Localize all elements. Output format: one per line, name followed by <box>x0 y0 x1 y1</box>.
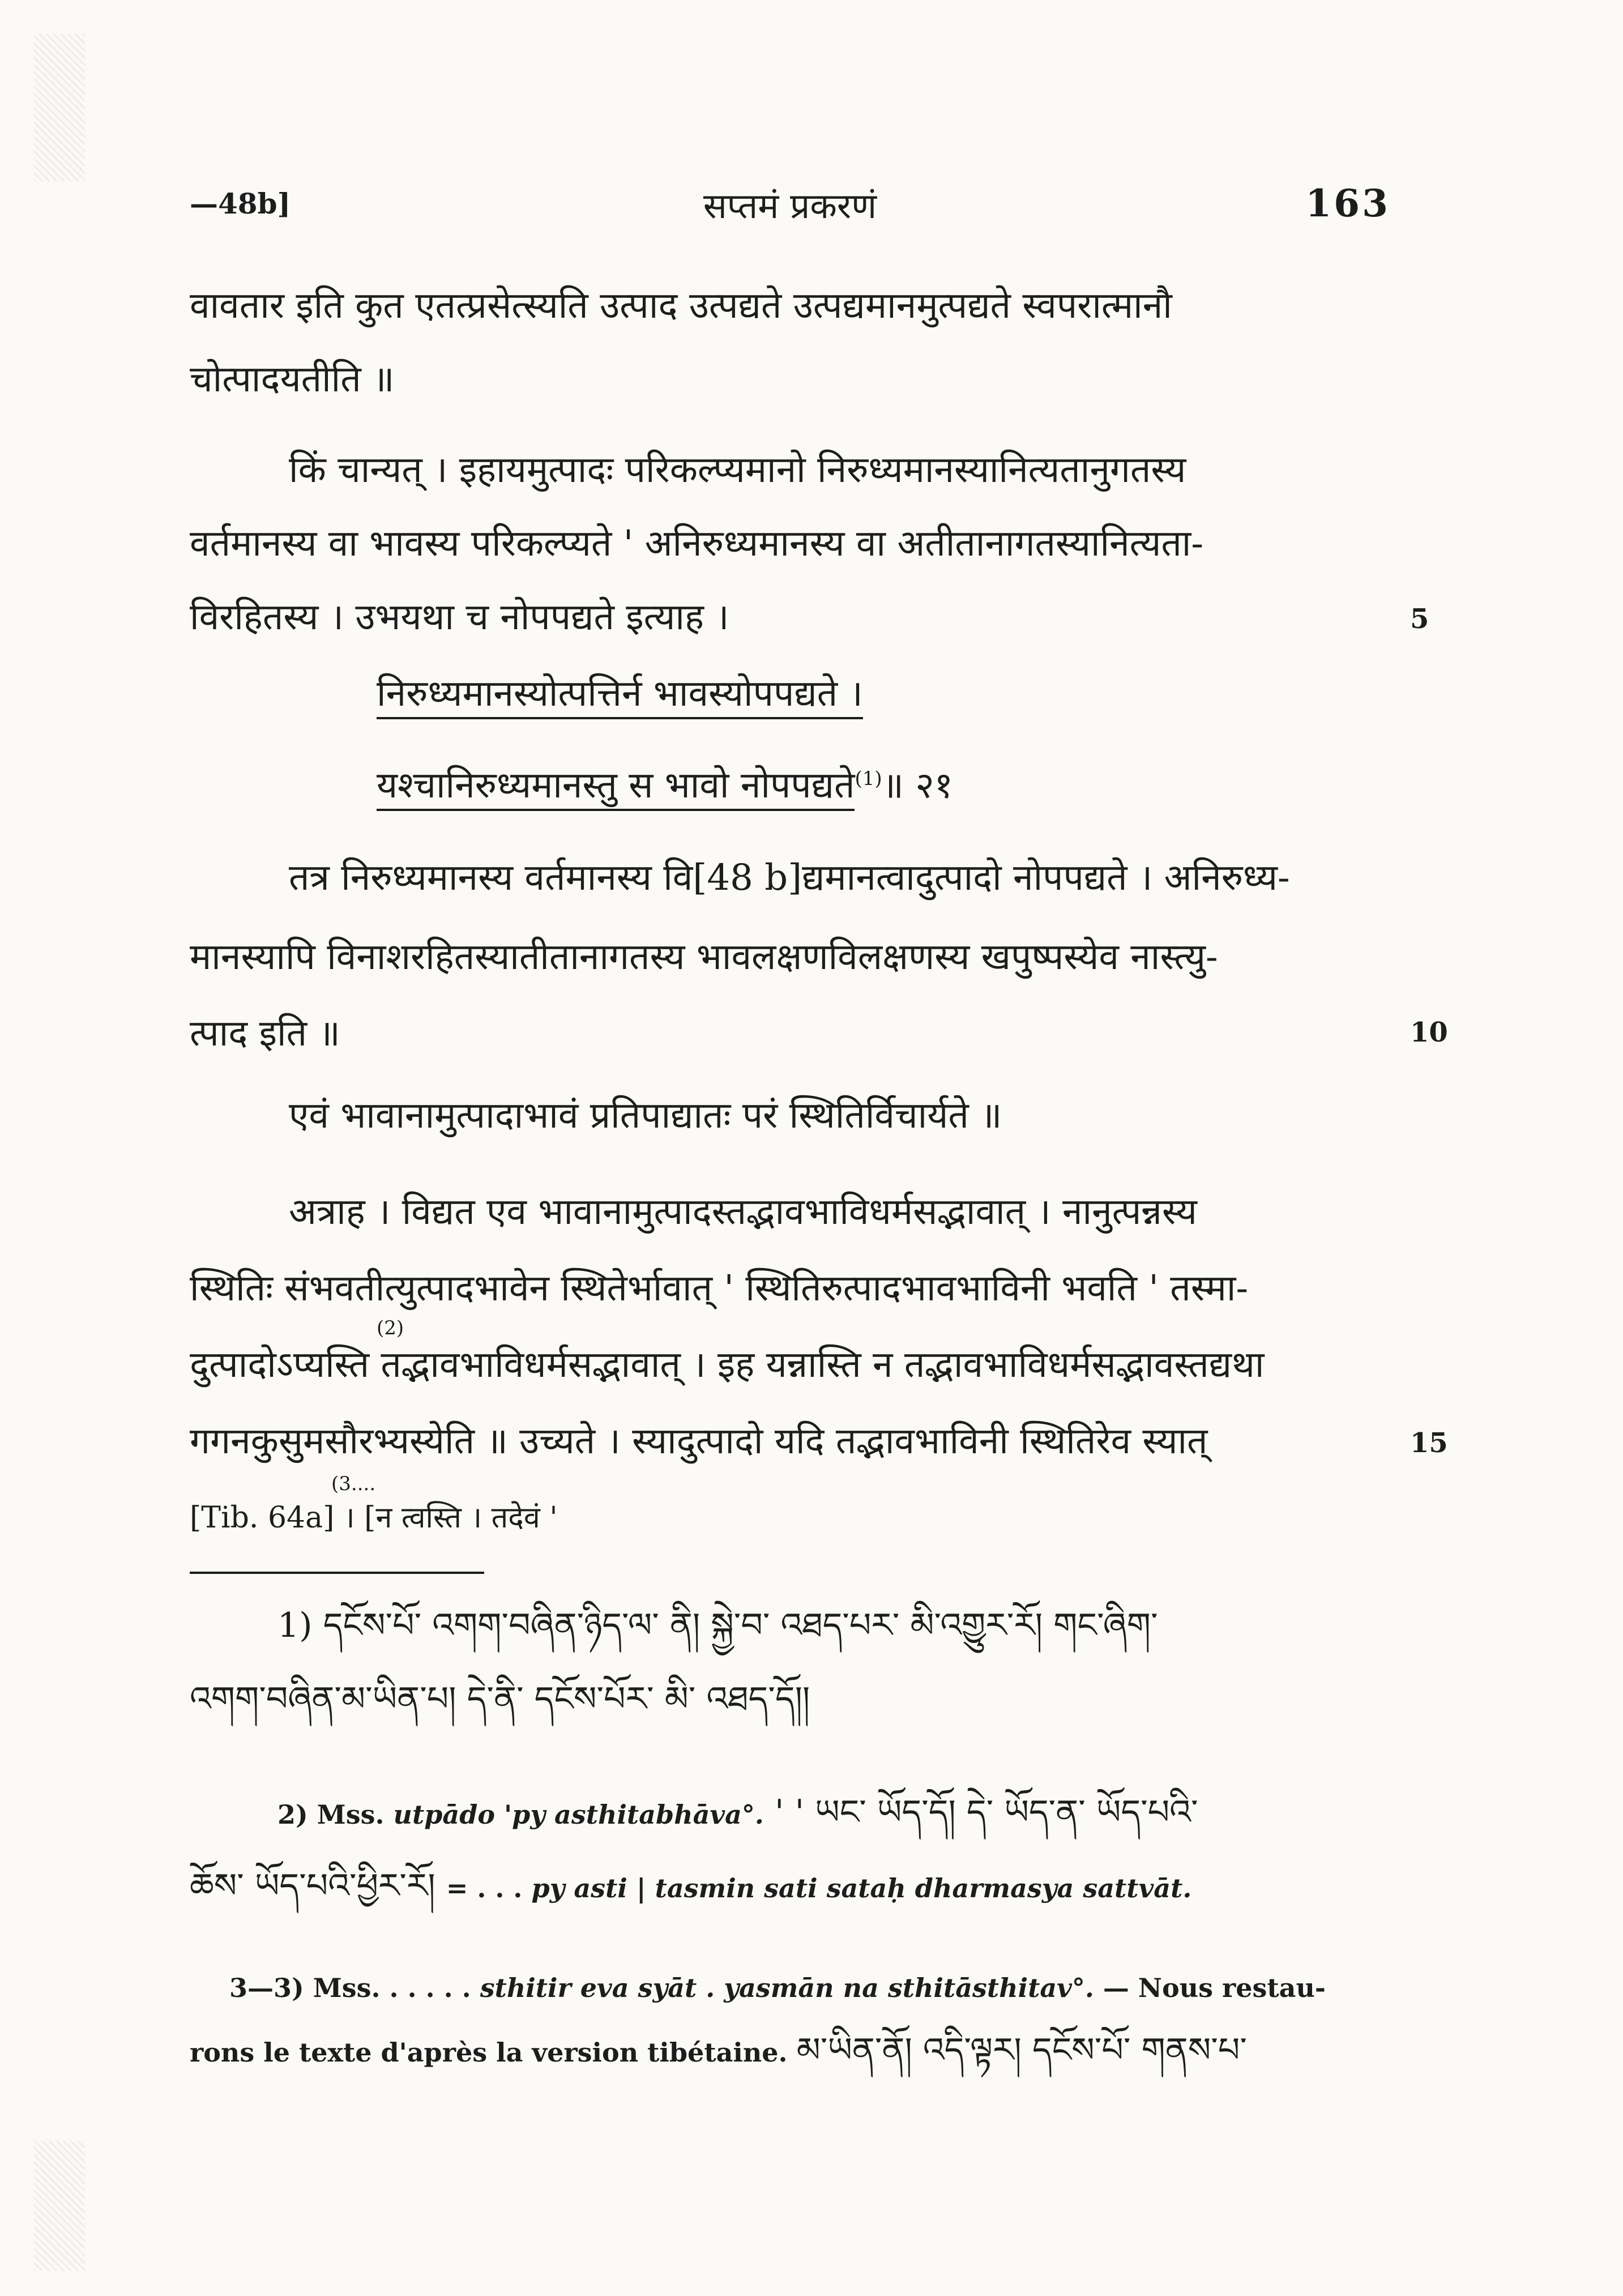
verse-number: ॥ २१ <box>882 765 953 807</box>
text-line: वर्तमानस्य वा भावस्य परिकल्प्यते ' अनिरुध्यमानस्य वा अतीतानागतस्यानित्यता- <box>190 523 1204 565</box>
footnote-3-french: rons le texte d'après la version tibétaine. <box>190 2037 797 2068</box>
running-header <box>190 181 1390 232</box>
text-line: चोत्पादयतीति ॥ <box>190 359 395 400</box>
text-line: किं चान्यत् । इहायमुत्पादः परिकल्प्यमानो निरुध्यमानस्यानित्यतानुगतस्य <box>289 449 1186 491</box>
footnote-mark: (2) <box>377 1317 404 1339</box>
text-line: दुत्पादोऽप्यस्ति तद्भावभाविधर्मसद्भावात् । इह यन्नास्ति न तद्भावभाविधर्मसद्भावस्तद्यथा <box>190 1344 1265 1386</box>
footnote-3-rest: — Nous restau- <box>1094 1973 1326 2003</box>
footnote-rule <box>190 1572 484 1574</box>
footnote-1-line-2: འགག་བཞིན་མ་ཡིན་པ། དེ་ནི་ དངོས་པོར་ མི་ འཐད་དོ།། <box>190 1679 810 1719</box>
footnote-2-italic: utpādo 'py asthitabhāva°. <box>393 1799 764 1830</box>
footnote-mark: (3.... <box>331 1473 376 1495</box>
footnote-3-tibetan: མ་ཡིན་ནོ། འདི་ལྟར། དངོས་པོ་ གནས་པ་ <box>796 2030 1247 2070</box>
line-number: 10 <box>1410 1017 1448 1048</box>
text-line: त्पाद इति ॥ <box>190 1013 340 1055</box>
page-number: 163 <box>1305 181 1390 225</box>
verse-text: यश्चानिरुध्यमानस्तु स भावो नोपपद्यते <box>377 765 855 811</box>
verse-line-1 <box>377 665 1249 722</box>
footnote-2-line-1 <box>277 1784 1390 1843</box>
chapter-title: सप्तमं प्रकरणं <box>703 185 877 227</box>
text-line: मानस्यापि विनाशरहितस्यातीतानागतस्य भावलक्षणविलक्षणस्य खपुष्पस्येव नास्त्यु- <box>190 936 1218 978</box>
footnote-2-tibetan: ' ' ཡང་ ཡོད་དོ། དེ་ ཡོད་ན་ ཡོད་པའི་ <box>763 1793 1198 1832</box>
scan-edge-noise <box>34 34 85 181</box>
footnote-3-italic: sthitir eva syāt . yasmān na sthitāsthitav°. <box>480 1973 1094 2003</box>
text-line: स्थितिः संभवतीत्युत्पादभावेन स्थितेर्भावात् ' स्थितिरुत्पादभावभाविनी भवति ' तस्मा- <box>190 1268 1249 1309</box>
text-line: [Tib. 64a] । [न त्वस्ति । तदेवं ' <box>190 1501 558 1535</box>
scan-edge-noise-bottom <box>34 2141 85 2271</box>
line-number: 5 <box>1410 603 1429 635</box>
text-line: विरहितस्य । उभयथा च नोपपद्यते इत्याह । <box>190 596 729 638</box>
text-line: तत्र निरुध्यमानस्य वर्तमानस्य वि[48 b]द्यमानत्वादुत्पादो नोपपद्यते । अनिरुध्य- <box>289 857 1290 899</box>
footnote-3-line-2 <box>190 2022 1390 2081</box>
footnote-2-italic-2: py asti | tasmin sati sataḥ dharmasya sattvāt. <box>531 1873 1192 1904</box>
verse-line-2 <box>377 750 1249 814</box>
section-ref: —48b] <box>190 187 291 220</box>
footnote-2-prefix: 2) Mss. <box>277 1799 394 1830</box>
footnote-3-prefix: 3—3) Mss. . . . . . <box>229 1973 480 2003</box>
footnote-1-line-1: 1) དངོས་པོ་ འགག་བཞིན་ཉིད་ལ་ ནི། སྐྱེ་བ་ འཐད་པར་ མི་འགྱུར་རོ། གང་ཞིག་ <box>277 1606 1158 1645</box>
footnote-3-line-1 <box>229 1960 1390 2016</box>
verse-text: निरुध्यमानस्योत्पत्तिर्न भावस्योपपद्यते । <box>377 673 863 719</box>
text-line: अत्राह । विद्यत एव भावानामुत्पादस्तद्भावभाविधर्मसद्भावात् । नानुत्पन्नस्य <box>289 1191 1197 1233</box>
text-line: गगनकुसुमसौरभ्यस्येति ॥ उच्यते । स्यादुत्पादो यदि तद्भावभाविनी स्थितिरेव स्यात् <box>190 1420 1208 1462</box>
footnote-2-eq: = . . . <box>446 1873 532 1904</box>
text-line: एवं भावानामुत्पादाभावं प्रतिपाद्यातः परं स्थितिर्विचार्यते ॥ <box>289 1095 1002 1137</box>
footnote-2-line-2 <box>190 1858 1390 1917</box>
line-number: 15 <box>1410 1427 1448 1459</box>
footnote-2-tibetan-2: ཆོས་ ཡོད་པའི་ཕྱིར་རོ། <box>190 1866 446 1906</box>
text-line: वावतार इति कुत एतत्प्रसेत्स्यति उत्पाद उत्पद्यते उत्पद्यमानमुत्पद्यते स्वपरात्मानौ <box>190 285 1172 327</box>
footnote-mark: (1) <box>855 767 882 790</box>
